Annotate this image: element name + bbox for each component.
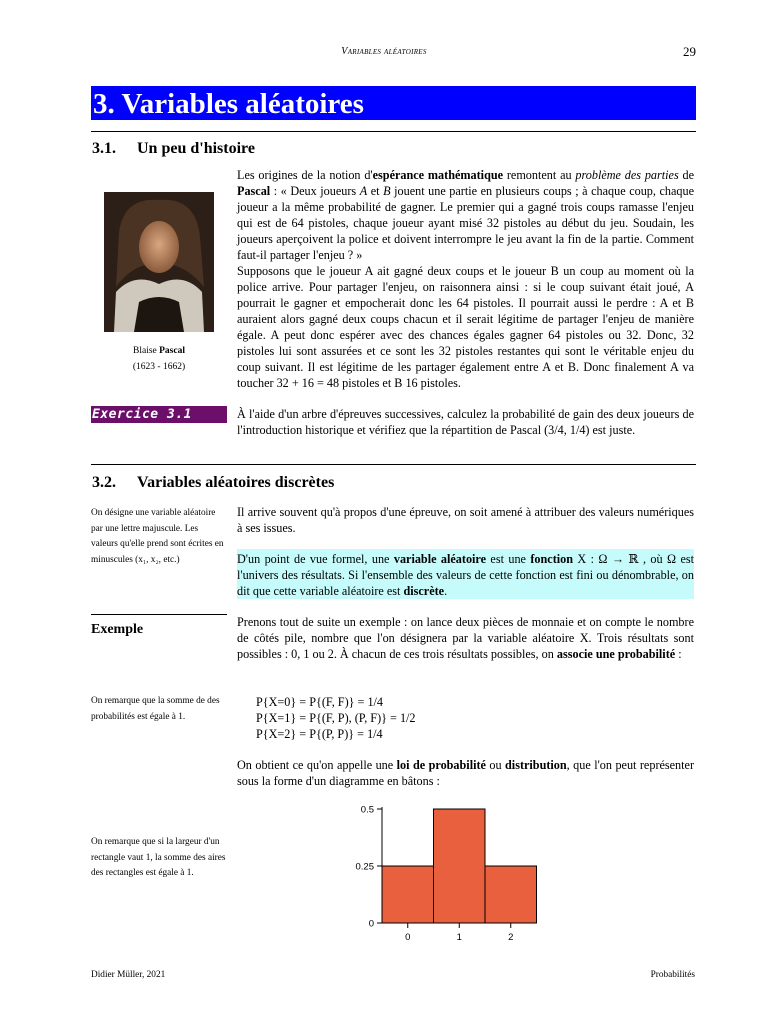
formula: P{X=2} = P{(P, P)} = 1/4 (256, 727, 383, 741)
side-note: On remarque que si la largeur d'un rectangle vaut 1, la somme des aires des rectangles est égale à 1. (91, 837, 226, 878)
running-header: Variables aléatoires (341, 46, 427, 57)
bar-1 (434, 809, 486, 923)
x-tick-label: 1 (456, 932, 462, 943)
history-paragraph-1: Les origines de la notion d'espérance mathématique remontent au problème des parties de Pascal : « Deux joueurs A et B jouent une partie en plusieurs coups ; à chaque coup, chaque joueur a la même probabilité de gagner. Le premier qui a gagné trois coups ramasse l'enjeu qui est de 64 pistoles, chaque joueur ayant misé 32 pistoles au début du jeu. Soudain, les joueurs aperçoivent la police et doivent interrompre le jeu avant la fin de la partie. Comment faut-il partager l'enjeu ? » (237, 168, 695, 262)
example-paragraph: Prenons tout de suite un exemple : on lance deux pièces de monnaie et on compte le nombre de côtés pile, nombre que l'on désignera par la variable aléatoire X. Trois résultats sont possibles : 0, 1 ou 2. À chacun de ces trois résultats possibles, on associe une probabilité : (237, 615, 694, 661)
divider (91, 614, 227, 615)
portrait-caption-dates: (1623 - 1662) (132, 362, 186, 372)
y-tick-label: 0.25 (355, 861, 374, 873)
x-tick-label: 2 (508, 932, 514, 943)
y-tick-label: 0.5 (360, 804, 374, 816)
x-tick-label: 0 (405, 932, 411, 943)
y-tick-label: 0 (368, 918, 374, 930)
section-number: 3.1. (92, 140, 116, 157)
portrait-caption-name: Blaise Pascal (133, 346, 185, 356)
exercise-label: Exercice 3.1 (92, 407, 192, 422)
section-number: 3.2. (92, 474, 116, 491)
bar-2 (485, 866, 537, 923)
section-title: Variables aléatoires discrètes (137, 474, 335, 491)
footer-author: Didier Müller, 2021 (91, 970, 166, 980)
divider (91, 464, 696, 465)
side-note: On désigne une variable aléatoire par une lettre majuscule. Les valeurs qu'elle prend sont écrites en minuscules (x₁, x₂, etc.) (91, 508, 224, 565)
definition-paragraph: D'un point de vue formel, une variable aléatoire est une fonction X : Ω → ℝ , où Ω est l'univers des résultats. Si l'ensemble des valeurs de cette fonction est fini ou dénombrable, on dit que cette variable aléatoire est discrète. (237, 552, 694, 598)
bar-chart (340, 800, 550, 948)
exercise-text: À l'aide d'un arbre d'épreuves successives, calculez la probabilité de gain des deux joueurs de l'introduction historique et vérifiez que la répartition de Pascal (3/4, 1/4) est juste. (237, 407, 694, 437)
probability-formulas (256, 694, 416, 742)
pascal-portrait (104, 192, 214, 332)
side-note: On remarque que la somme de des probabilités est égale à 1. (91, 696, 220, 722)
example-heading: Exemple (91, 622, 144, 637)
page-number: 29 (683, 44, 696, 59)
footer-subject: Probabilités (650, 970, 695, 980)
chapter-title: 3. Variables aléatoires (93, 88, 364, 120)
distribution-paragraph: On obtient ce qu'on appelle une loi de probabilité ou distribution, que l'on peut représenter sous la forme d'un diagramme en bâtons : (237, 758, 695, 788)
bar-0 (382, 866, 434, 923)
history-paragraph-2: Supposons que le joueur A ait gagné deux coups et le joueur B un coup au moment où la police arrive. Pour partager l'enjeu, on raisonnera ainsi : si le coup suivant était joué, A pourrait le gagner et empocherait donc les 64 pistoles. Il pourrait aussi le perdre : A et B auraient alors gagné deux coups chacun et il serait légitime de partager l'enjeu de manière égale. A peut donc espérer avec des chances égales gagner 64 pistoles ou 32. Donc, 32 pistoles lui sont assurées et ce sont les 32 pistoles restantes qui sont le véritable enjeu du coup suivant. Il est légitime de les partager également entre A et B. Donc finalement A va toucher 32 + 16 = 48 pistoles et B 16 pistoles. (237, 264, 694, 390)
intro-paragraph: Il arrive souvent qu'à propos d'une épreuve, on soit amené à attribuer des valeurs numériques à ses issues. (237, 505, 694, 535)
divider (91, 131, 696, 132)
formula: P{X=1} = P{(F, P), (P, F)} = 1/2 (256, 711, 416, 725)
formula: P{X=0} = P{(F, F)} = 1/4 (256, 695, 384, 709)
section-title: Un peu d'histoire (137, 140, 255, 157)
